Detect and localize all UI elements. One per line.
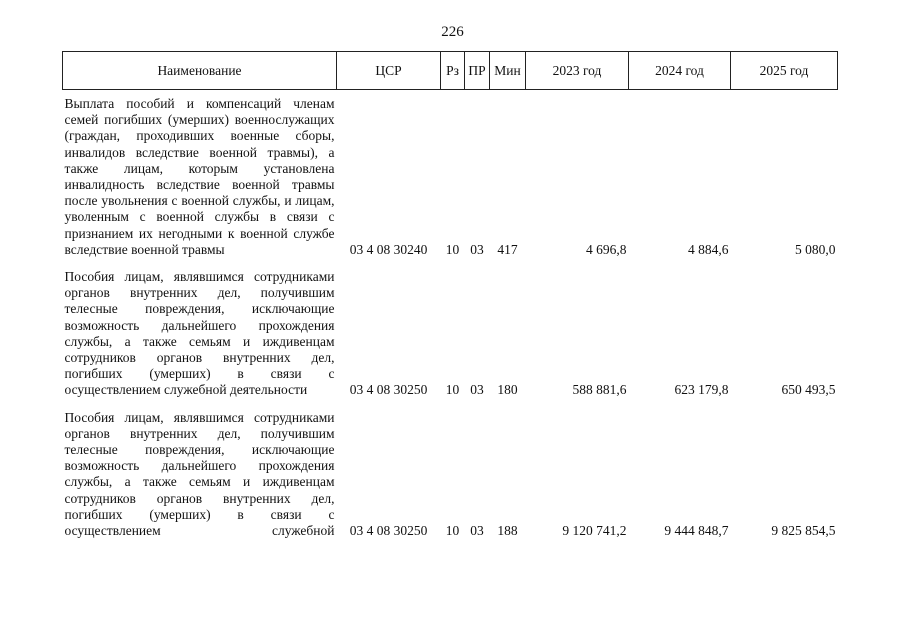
page-number: 226 (441, 24, 464, 40)
row-2023: 9 120 741,2 (562, 523, 627, 539)
header-pr: ПР (465, 52, 490, 90)
table-row (63, 263, 838, 404)
row-2024: 623 179,8 (674, 382, 729, 398)
header-2024: 2024 год (629, 52, 731, 90)
row-pr: 03 (470, 523, 484, 539)
budget-table (62, 51, 838, 544)
header-min: Мин (490, 52, 526, 90)
row-pr: 03 (470, 241, 484, 257)
header-rz: Рз (441, 52, 465, 90)
header-csr: ЦСР (337, 52, 441, 90)
row-pr: 03 (470, 382, 484, 398)
row-rz: 10 (445, 382, 460, 398)
table-header-row (63, 52, 838, 90)
row-2024: 4 884,6 (688, 241, 729, 257)
row-min: 180 (497, 382, 518, 398)
table-row (63, 404, 838, 545)
header-2025: 2025 год (731, 52, 838, 90)
row-min: 417 (497, 241, 518, 257)
header-name: Наименование (63, 52, 337, 90)
row-rz: 10 (445, 523, 460, 539)
row-min: 188 (497, 523, 518, 539)
row-2025: 650 493,5 (781, 382, 836, 398)
row-2025: 5 080,0 (795, 241, 836, 257)
row-csr: 03 4 08 30250 (349, 523, 428, 539)
row-2023: 588 881,6 (572, 382, 627, 398)
row-name: Пособия лицам, являвшимся сотрудниками органов внутренних дел, получившим телесные повреждения, исключающие возможность дальнейшего прохождения службы, а также семьям и иждивенцам сотрудников органов внутренних дел, погибших (умерших) в связи с осуществлением служебной деятельности (64, 269, 335, 398)
row-rz: 10 (445, 241, 460, 257)
row-csr: 03 4 08 30250 (349, 382, 428, 398)
row-name: Пособия лицам, являвшимся сотрудниками органов внутренних дел, получившим телесные повреждения, исключающие возможность дальнейшего прохождения службы, а также семьям и иждивенцам сотрудников органов внутренних дел, погибших (умерших) в связи с осуществлением служебной (64, 409, 335, 539)
row-csr: 03 4 08 30240 (349, 241, 428, 257)
row-2024: 9 444 848,7 (664, 523, 729, 539)
table-row (63, 90, 838, 264)
header-2023: 2023 год (526, 52, 629, 90)
row-name: Выплата пособий и компенсаций членам семей погибших (умерших) военнослужащих (граждан, проходивших военные сборы, инвалидов вследствие военной травмы), а также лицам, которым установлена инвалидность вследствие военной травмы после увольнения с военной службы, и лицам, уволенным с военной службы в связи с признанием их негодными к военной службе вследствие военной травмы (64, 96, 335, 257)
row-2023: 4 696,8 (586, 241, 627, 257)
row-2025: 9 825 854,5 (771, 523, 836, 539)
